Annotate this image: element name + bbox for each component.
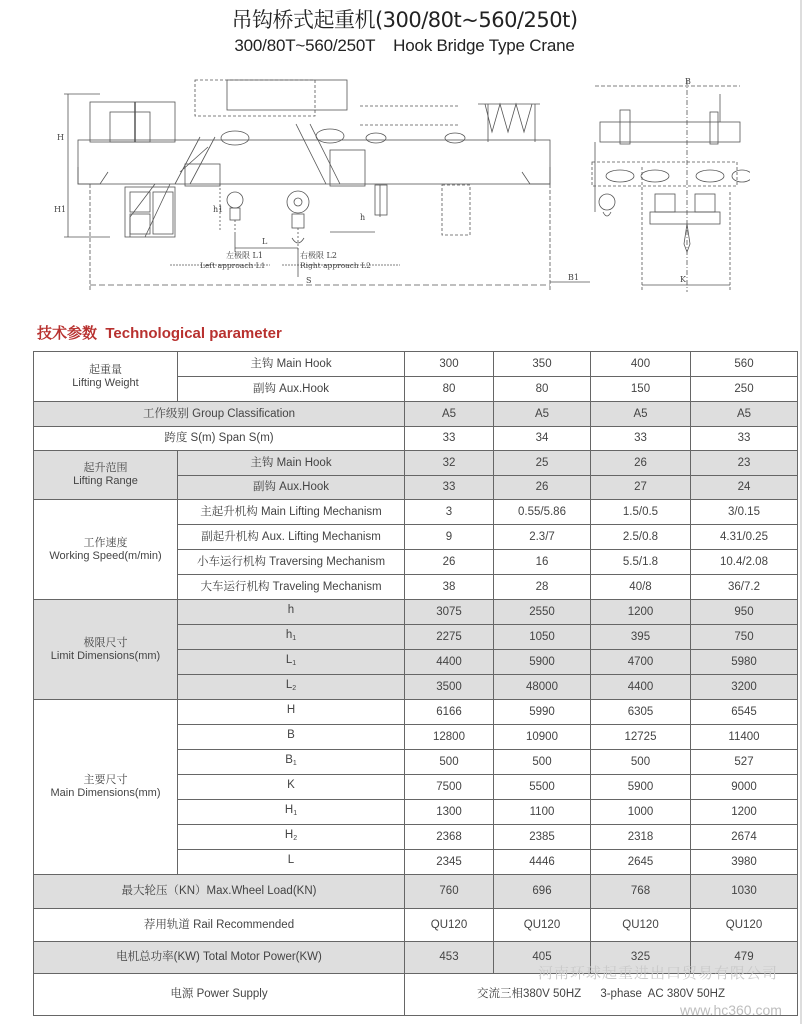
- cell: 2645: [591, 850, 691, 875]
- row-label: 副钩 Aux.Hook: [178, 377, 405, 402]
- table-row: [34, 600, 798, 625]
- row-label: $B_1$: [178, 750, 405, 775]
- cell: 27: [591, 476, 691, 500]
- page-title-en: 300/80T~560/250T Hook Bridge Type Crane: [234, 36, 575, 55]
- cell: 38: [405, 575, 494, 600]
- cell: A5: [494, 402, 591, 427]
- row-label: h: [178, 600, 405, 625]
- cell: 4446: [494, 850, 591, 875]
- left-approach-en: Left approach L1: [200, 261, 266, 270]
- row-label: $H_2$: [178, 825, 405, 850]
- right-approach-en: Right approach L2: [300, 261, 371, 270]
- cell: 11400: [691, 725, 798, 750]
- cell: 80: [494, 377, 591, 402]
- cell: 4.31/0.25: [691, 525, 798, 550]
- page-edge-line: [800, 0, 802, 1024]
- cell: 0.55/5.86: [494, 500, 591, 525]
- cell: 6545: [691, 700, 798, 725]
- watermark-company: 河南环球起重进出口贸易有限公司: [538, 964, 779, 982]
- cell: 560: [691, 352, 798, 377]
- row-label: L: [178, 850, 405, 875]
- row-label: 荐用轨道 Rail Recommended: [34, 909, 405, 942]
- row-label: 副钩 Aux.Hook: [178, 476, 405, 500]
- cell: 5980: [691, 650, 798, 675]
- cell: A5: [405, 402, 494, 427]
- cell: 34: [494, 427, 591, 451]
- cell: 1200: [691, 800, 798, 825]
- cell: 453: [405, 942, 494, 974]
- row-label: 主起升机构 Main Lifting Mechanism: [178, 500, 405, 525]
- dim-label-h: h: [360, 213, 366, 222]
- group-label-main-dimensions: 主要尺寸 Main Dimensions(mm): [34, 700, 178, 875]
- row-label: 大车运行机构 Traveling Mechanism: [178, 575, 405, 600]
- spec-table: [33, 351, 798, 1016]
- row-label: 主钩 Main Hook: [178, 451, 405, 476]
- cell: 26: [405, 550, 494, 575]
- cell: 1.5/0.5: [591, 500, 691, 525]
- row-label: B: [178, 725, 405, 750]
- cell: 7500: [405, 775, 494, 800]
- row-label: 工作级别 Group Classification: [34, 402, 405, 427]
- cell: 395: [591, 625, 691, 650]
- cell: 33: [591, 427, 691, 451]
- cell: 26: [494, 476, 591, 500]
- cell: 33: [691, 427, 798, 451]
- cell: 6166: [405, 700, 494, 725]
- cell: QU120: [591, 909, 691, 942]
- cell: 2345: [405, 850, 494, 875]
- cell: 28: [494, 575, 591, 600]
- cell: 1100: [494, 800, 591, 825]
- cell: 4400: [591, 675, 691, 700]
- page-title-cn: 吊钩桥式起重机(300/80t~560/250t): [231, 8, 578, 32]
- cell: 760: [405, 875, 494, 909]
- cell: 2368: [405, 825, 494, 850]
- group-label-limit-dimensions: 极限尺寸 Limit Dimensions(mm): [34, 600, 178, 700]
- cell: 6305: [591, 700, 691, 725]
- cell: 479: [691, 942, 798, 974]
- cell: 750: [691, 625, 798, 650]
- table-row: [34, 500, 798, 525]
- left-approach-cn: 左极限 L1: [226, 251, 263, 260]
- cell: A5: [691, 402, 798, 427]
- cell: 25: [494, 451, 591, 476]
- row-label: $L_2$: [178, 675, 405, 700]
- cell: 4400: [405, 650, 494, 675]
- cell: 1200: [591, 600, 691, 625]
- row-label: 跨度 S(m) Span S(m): [34, 427, 405, 451]
- cell: 12800: [405, 725, 494, 750]
- cell: 4700: [591, 650, 691, 675]
- group-label-lifting-range: 起升范围 Lifting Range: [34, 451, 178, 500]
- cell: 9: [405, 525, 494, 550]
- cell: 33: [405, 427, 494, 451]
- cell: 350: [494, 352, 591, 377]
- main-girder: [78, 140, 550, 184]
- dim-label-H1: H1: [54, 205, 67, 214]
- cell: 33: [405, 476, 494, 500]
- row-label: 电机总功率(KW) Total Motor Power(KW): [34, 942, 405, 974]
- table-row: [34, 909, 798, 942]
- cell: 325: [591, 942, 691, 974]
- cell: 16: [494, 550, 591, 575]
- table-row: [34, 402, 798, 427]
- cell: 5900: [591, 775, 691, 800]
- cell: QU120: [405, 909, 494, 942]
- cell: 150: [591, 377, 691, 402]
- row-label: 主钩 Main Hook: [178, 352, 405, 377]
- right-approach-cn: 右极限 L2: [300, 251, 337, 260]
- cell: 3500: [405, 675, 494, 700]
- cell: 400: [591, 352, 691, 377]
- cell: 5500: [494, 775, 591, 800]
- cell: 500: [494, 750, 591, 775]
- cell: 2.3/7: [494, 525, 591, 550]
- row-label: $L_1$: [178, 650, 405, 675]
- cell: 24: [691, 476, 798, 500]
- cell: 3/0.15: [691, 500, 798, 525]
- row-label: 副起升机构 Aux. Lifting Mechanism: [178, 525, 405, 550]
- cell: 527: [691, 750, 798, 775]
- cell: 5990: [494, 700, 591, 725]
- dim-label-K: K: [680, 275, 686, 284]
- cell: 2275: [405, 625, 494, 650]
- cell: 405: [494, 942, 591, 974]
- cell: 300: [405, 352, 494, 377]
- row-label: K: [178, 775, 405, 800]
- cell: 2318: [591, 825, 691, 850]
- row-label: 电源 Power Supply: [34, 974, 405, 1016]
- cell: 950: [691, 600, 798, 625]
- cell: 2385: [494, 825, 591, 850]
- dim-label-H: H: [57, 133, 64, 142]
- table-row: [34, 875, 798, 909]
- row-label: 小车运行机构 Traversing Mechanism: [178, 550, 405, 575]
- cell: 1300: [405, 800, 494, 825]
- cell: 80: [405, 377, 494, 402]
- cell: 2674: [691, 825, 798, 850]
- cell: 23: [691, 451, 798, 476]
- dim-label-h1: h1: [213, 205, 224, 214]
- cell: A5: [591, 402, 691, 427]
- cell: 10.4/2.08: [691, 550, 798, 575]
- cell: 9000: [691, 775, 798, 800]
- cell: QU120: [494, 909, 591, 942]
- cell: 2.5/0.8: [591, 525, 691, 550]
- cell: 交流三相380V 50HZ 3-phase AC 380V 50HZ: [405, 974, 798, 1016]
- watermark-site: www.hc360.com: [680, 1002, 782, 1018]
- cell: 3200: [691, 675, 798, 700]
- cell: 1030: [691, 875, 798, 909]
- dim-label-L: L: [262, 237, 268, 246]
- cell: 36/7.2: [691, 575, 798, 600]
- dim-label-B: B: [685, 77, 691, 86]
- cell: 1000: [591, 800, 691, 825]
- cell: 3: [405, 500, 494, 525]
- group-label-working-speed: 工作速度 Working Speed(m/min): [34, 500, 178, 600]
- cell: 1050: [494, 625, 591, 650]
- cell: 48000: [494, 675, 591, 700]
- row-label: 最大轮压（KN）Max.Wheel Load(KN): [34, 875, 405, 909]
- cell: 32: [405, 451, 494, 476]
- cell: 2550: [494, 600, 591, 625]
- group-label-lifting-weight: 起重量 Lifting Weight: [34, 352, 178, 402]
- cell: 696: [494, 875, 591, 909]
- table-row: [34, 427, 798, 451]
- cell: 5.5/1.8: [591, 550, 691, 575]
- cell: QU120: [691, 909, 798, 942]
- section-title: 技术参数 Technological parameter: [37, 325, 282, 342]
- cell: 500: [405, 750, 494, 775]
- dim-label-B1: B1: [568, 273, 579, 282]
- dim-label-S: S: [306, 276, 312, 285]
- cell: 3075: [405, 600, 494, 625]
- row-label: $H_1$: [178, 800, 405, 825]
- table-row: [34, 700, 798, 725]
- cell: 250: [691, 377, 798, 402]
- cell: 5900: [494, 650, 591, 675]
- cell: 768: [591, 875, 691, 909]
- cell: 40/8: [591, 575, 691, 600]
- cell: 3980: [691, 850, 798, 875]
- row-label: H: [178, 700, 405, 725]
- crane-technical-drawing: [30, 72, 750, 302]
- cell: 12725: [591, 725, 691, 750]
- cell: 500: [591, 750, 691, 775]
- table-row: [34, 352, 798, 377]
- cell: 26: [591, 451, 691, 476]
- cell: 10900: [494, 725, 591, 750]
- table-row: [34, 451, 798, 476]
- row-label: $h_1$: [178, 625, 405, 650]
